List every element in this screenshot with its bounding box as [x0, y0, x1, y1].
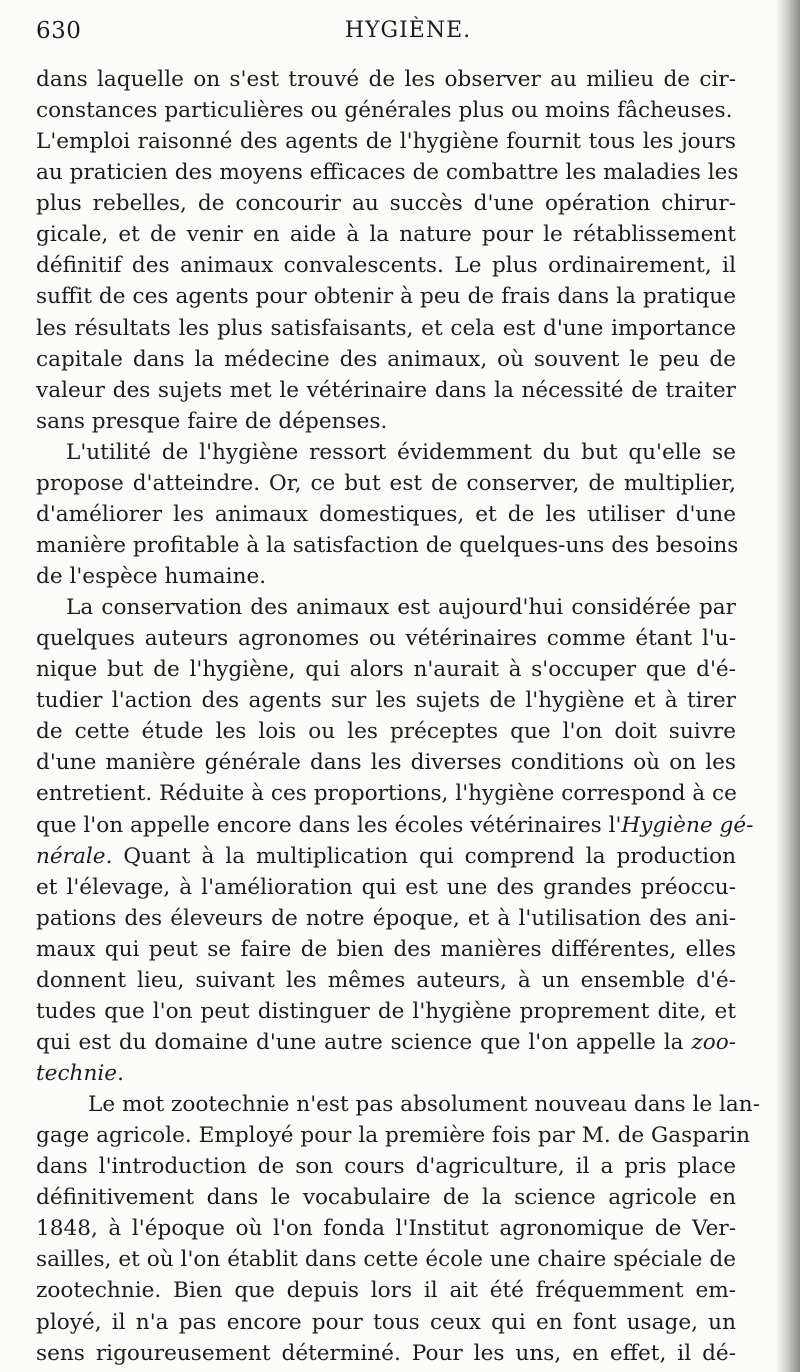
text-line: les résultats les plus satisfaisants, et cela est d'une importance: [36, 315, 736, 341]
text-line: capitale dans la médecine des animaux, où souvent le peu de: [36, 346, 736, 372]
text-line: L'emploi raisonné des agents de l'hygiène fournit tous les jours: [36, 129, 736, 155]
text-line: donnent lieu, suivant les mêmes auteurs, à un ensemble d'é-: [36, 967, 736, 993]
text-line: propose d'atteindre. Or, ce but est de conserver, de multiplier,: [36, 470, 736, 496]
running-head: HYGIÈNE.: [344, 18, 472, 43]
body-text: [36, 64, 760, 1369]
text-line: valeur des sujets met le vétérinaire dans la nécessité de traiter: [36, 377, 736, 403]
text-line: que l'on appelle encore dans les écoles vétérinaires l'Hygiène gé-: [36, 812, 754, 838]
text-line: nique but de l'hygiène, qui alors n'aurait à s'occuper que d'é-: [36, 657, 736, 683]
page-header: [36, 18, 740, 54]
text-line: nérale. Quant à la multiplication qui comprend la production: [36, 843, 736, 869]
text-line: L'utilité de l'hygiène ressort évidemment du but qu'elle se: [66, 439, 736, 465]
text-line: technie.: [36, 1061, 124, 1086]
text-line: quelques auteurs agronomes ou vétérinaires comme étant l'u-: [36, 626, 736, 652]
page-number: 630: [36, 18, 82, 44]
text-line: maux qui peut se faire de bien des manières différentes, elles: [36, 936, 736, 962]
text-line: constances particulières ou générales plus ou moins fâcheuses.: [36, 98, 733, 124]
text-line: ployé, il n'a pas encore pour tous ceux qui en font usage, un: [36, 1309, 736, 1335]
text-line: définitivement dans le vocabulaire de la science agricole en: [36, 1185, 736, 1211]
page-edge-shadow: [776, 0, 800, 1372]
text-line: dans l'introduction de son cours d'agriculture, il a pris place: [36, 1154, 736, 1180]
text-line: dans laquelle on s'est trouvé de les observer au milieu de cir-: [36, 67, 736, 92]
text-line: entretient. Réduite à ces proportions, l'hygiène correspond à ce: [36, 781, 737, 807]
text-line: d'améliorer les animaux domestiques, et de les utiliser d'une: [36, 501, 736, 527]
text-line: et l'élevage, à l'amélioration qui est une des grandes préoccu-: [36, 874, 736, 900]
text-line: qui est du domaine d'une autre science que l'on appelle la zoo-: [36, 1029, 736, 1055]
text-line: sans presque faire de dépenses.: [36, 408, 388, 434]
text-line: tudes que l'on peut distinguer de l'hygiène proprement dite, et: [36, 998, 736, 1024]
text-line: de l'espèce humaine.: [36, 564, 267, 589]
text-line: zootechnie. Bien que depuis lors il ait été fréquemment em-: [36, 1278, 736, 1304]
text-line: sens rigoureusement déterminé. Pour les uns, en effet, il dé-: [36, 1340, 736, 1366]
text-line: pations des éleveurs de notre époque, et à l'utilisation des ani-: [36, 905, 736, 931]
text-line: 1848, à l'époque où l'on fonda l'Institut agronomique de Ver-: [36, 1216, 736, 1242]
text-line: Le mot zootechnie n'est pas absolument nouveau dans le lan-: [88, 1092, 760, 1118]
text-line: gage agricole. Employé pour la première fois par M. de Gasparin: [36, 1123, 751, 1149]
text-line: de cette étude les lois ou les préceptes que l'on doit suivre: [36, 719, 736, 745]
text-line: au praticien des moyens efficaces de combattre les maladies les: [36, 160, 739, 186]
text-line: tudier l'action des agents sur les sujets de l'hygiène et à tirer: [36, 688, 736, 714]
text-line: gicale, et de venir en aide à la nature pour le rétablissement: [36, 222, 736, 248]
text-line: définitif des animaux convalescents. Le plus ordinairement, il: [36, 253, 736, 279]
text-line: plus rebelles, de concourir au succès d'une opération chirur-: [36, 191, 736, 217]
text-line: La conservation des animaux est aujourd'hui considérée par: [66, 595, 736, 621]
text-line: suffit de ces agents pour obtenir à peu de frais dans la pratique: [36, 284, 736, 310]
text-line: manière profitable à la satisfaction de quelques-uns des besoins: [36, 532, 739, 558]
text-line: d'une manière générale dans les diverses conditions où on les: [36, 750, 736, 776]
text-line: sailles, et où l'on établit dans cette école une chaire spéciale de: [36, 1247, 736, 1273]
